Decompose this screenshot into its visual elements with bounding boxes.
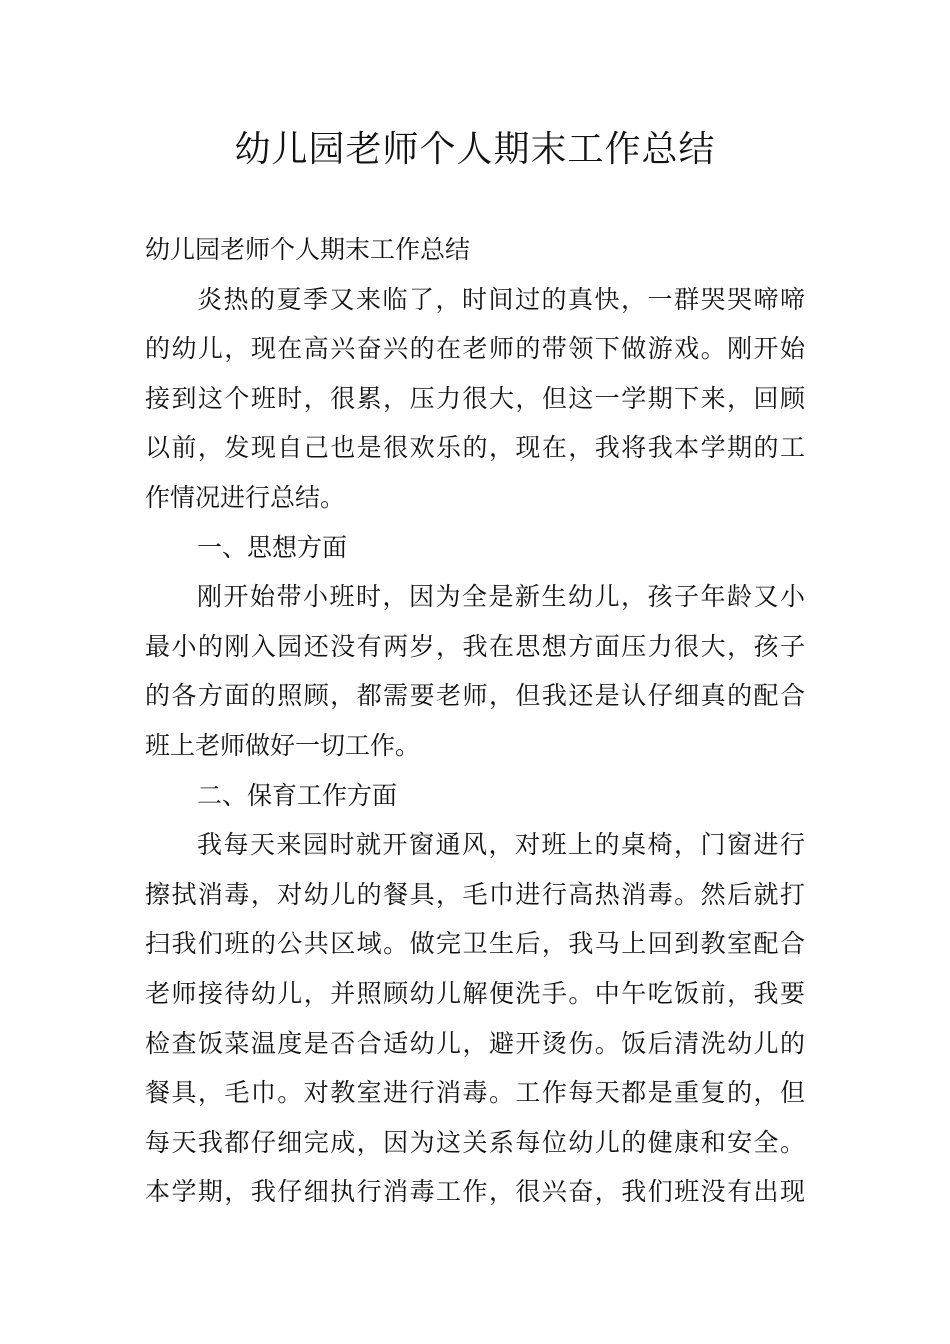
body-line: 刚开始带小班时，因为全是新生幼儿，孩子年龄又小	[197, 582, 805, 612]
body-line: 最小的刚入园还没有两岁，我在思想方面压力很大，孩子	[145, 631, 805, 661]
body-line: 接到这个班时，很累，压力很大，但这一学期下来，回顾	[145, 383, 805, 413]
document-body	[145, 225, 805, 1217]
section-heading: 二、保育工作方面	[197, 780, 398, 810]
body-line: 幼儿园老师个人期末工作总结	[145, 235, 471, 264]
body-line: 擦拭消毒，对幼儿的餐具，毛巾进行高热消毒。然后就打	[145, 879, 805, 909]
body-line: 班上老师做好一切工作。	[145, 730, 421, 760]
document-title: 幼儿园老师个人期末工作总结	[234, 129, 716, 170]
body-line: 本学期，我仔细执行消毒工作，很兴奋，我们班没有出现	[145, 1177, 805, 1207]
body-line: 的各方面的照顾，都需要老师，但我还是认仔细真的配合	[145, 681, 805, 711]
body-line: 老师接待幼儿，并照顾幼儿解便洗手。中午吃饭前，我要	[145, 978, 805, 1008]
section-heading: 一、思想方面	[197, 532, 348, 562]
body-line: 炎热的夏季又来临了，时间过的真快，一群哭哭啼啼	[197, 284, 805, 314]
body-line: 餐具，毛巾。对教室进行消毒。工作每天都是重复的，但	[145, 1078, 805, 1108]
body-line: 扫我们班的公共区域。做完卫生后，我马上回到教室配合	[145, 929, 805, 959]
body-line: 作情况进行总结。	[145, 482, 346, 512]
body-line: 的幼儿，现在高兴奋兴的在老师的带领下做游戏。刚开始	[145, 334, 805, 364]
body-line: 每天我都仔细完成，因为这关系每位幼儿的健康和安全。	[145, 1127, 805, 1157]
body-line: 检查饭菜温度是否合适幼儿，避开烫伤。饭后清洗幼儿的	[145, 1028, 805, 1058]
body-line: 我每天来园时就开窗通风，对班上的桌椅，门窗进行	[197, 830, 805, 860]
body-line: 以前，发现自己也是很欢乐的，现在，我将我本学期的工	[145, 433, 805, 463]
